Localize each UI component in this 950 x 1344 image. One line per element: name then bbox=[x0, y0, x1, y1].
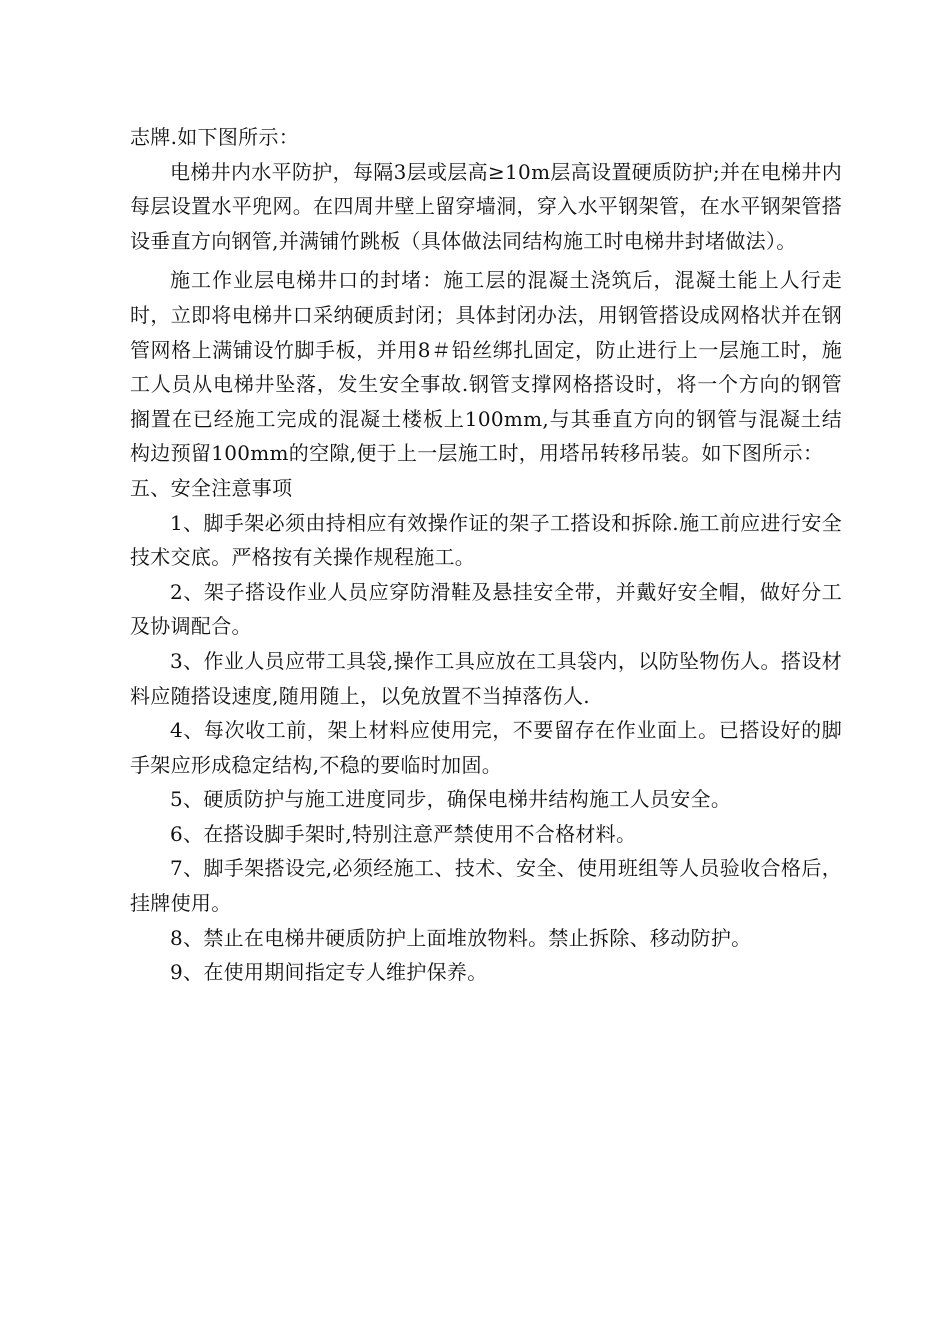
list-item: 3、作业人员应带工具袋,操作工具应放在工具袋内，以防坠物伤人。搭设材料应随搭设速度,随用随上，以免放置不当掉落伤人. bbox=[130, 648, 842, 708]
list-item: 9、在使用期间指定专人维护保养。 bbox=[170, 960, 488, 985]
list-item: 7、脚手架搭设完,必须经施工、技术、安全、使用班组等人员验收合格后，挂牌使用。 bbox=[130, 856, 842, 916]
list-item: 8、禁止在电梯井硬质防护上面堆放物料。禁止拆除、移动防护。 bbox=[170, 925, 752, 950]
paragraph-shaft-sealing: 施工作业层电梯井口的封堵：施工层的混凝土浇筑后，混凝土能上人行走时，立即将电梯井口采纳硬质封闭；具体封闭办法，用钢管搭设成网格状并在钢管网格上满铺设竹脚手板，并用8＃铅丝绑扎固定，防止进行上一层施工时，施工人员从电梯井坠落，发生安全事故.钢管支撑网格搭设时，将一个方向的钢管搁置在已经施工完成的混凝土楼板上100mm,与其垂直方向的钢管与混凝土结构边预留100mm的空隙,便于上一层施工时，用塔吊转移吊装。如下图所示： bbox=[130, 268, 842, 466]
list-item: 4、每次收工前，架上材料应使用完，不要留存在作业面上。已搭设好的脚手架应形成稳定结构,不稳的要临时加固。 bbox=[130, 718, 842, 777]
list-item: 1、脚手架必须由持相应有效操作证的架子工搭设和拆除.施工前应进行安全技术交底。严格按有关操作规程施工。 bbox=[130, 510, 842, 570]
paragraph-continuation: 志牌.如下图所示： bbox=[130, 125, 300, 149]
document-body bbox=[130, 120, 842, 990]
list-item: 5、硬质防护与施工进度同步，确保电梯井结构施工人员安全。 bbox=[170, 787, 732, 812]
section-heading-safety: 五、安全注意事项 bbox=[130, 475, 293, 500]
paragraph-horizontal-protection: 电梯井内水平防护，每隔3层或层高≥10m层高设置硬质防护;并在电梯井内每层设置水平兜网。在四周井壁上留穿墙洞，穿入水平钢架管，在水平钢架管搭设垂直方向钢管,并满铺竹跳板（具体做法同结构施工时电梯井封堵做法）。 bbox=[130, 159, 842, 253]
list-item: 6、在搭设脚手架时,特别注意严禁使用不合格材料。 bbox=[170, 821, 637, 846]
list-item: 2、架子搭设作业人员应穿防滑鞋及悬挂安全带，并戴好安全帽，做好分工及协调配合。 bbox=[130, 579, 842, 639]
